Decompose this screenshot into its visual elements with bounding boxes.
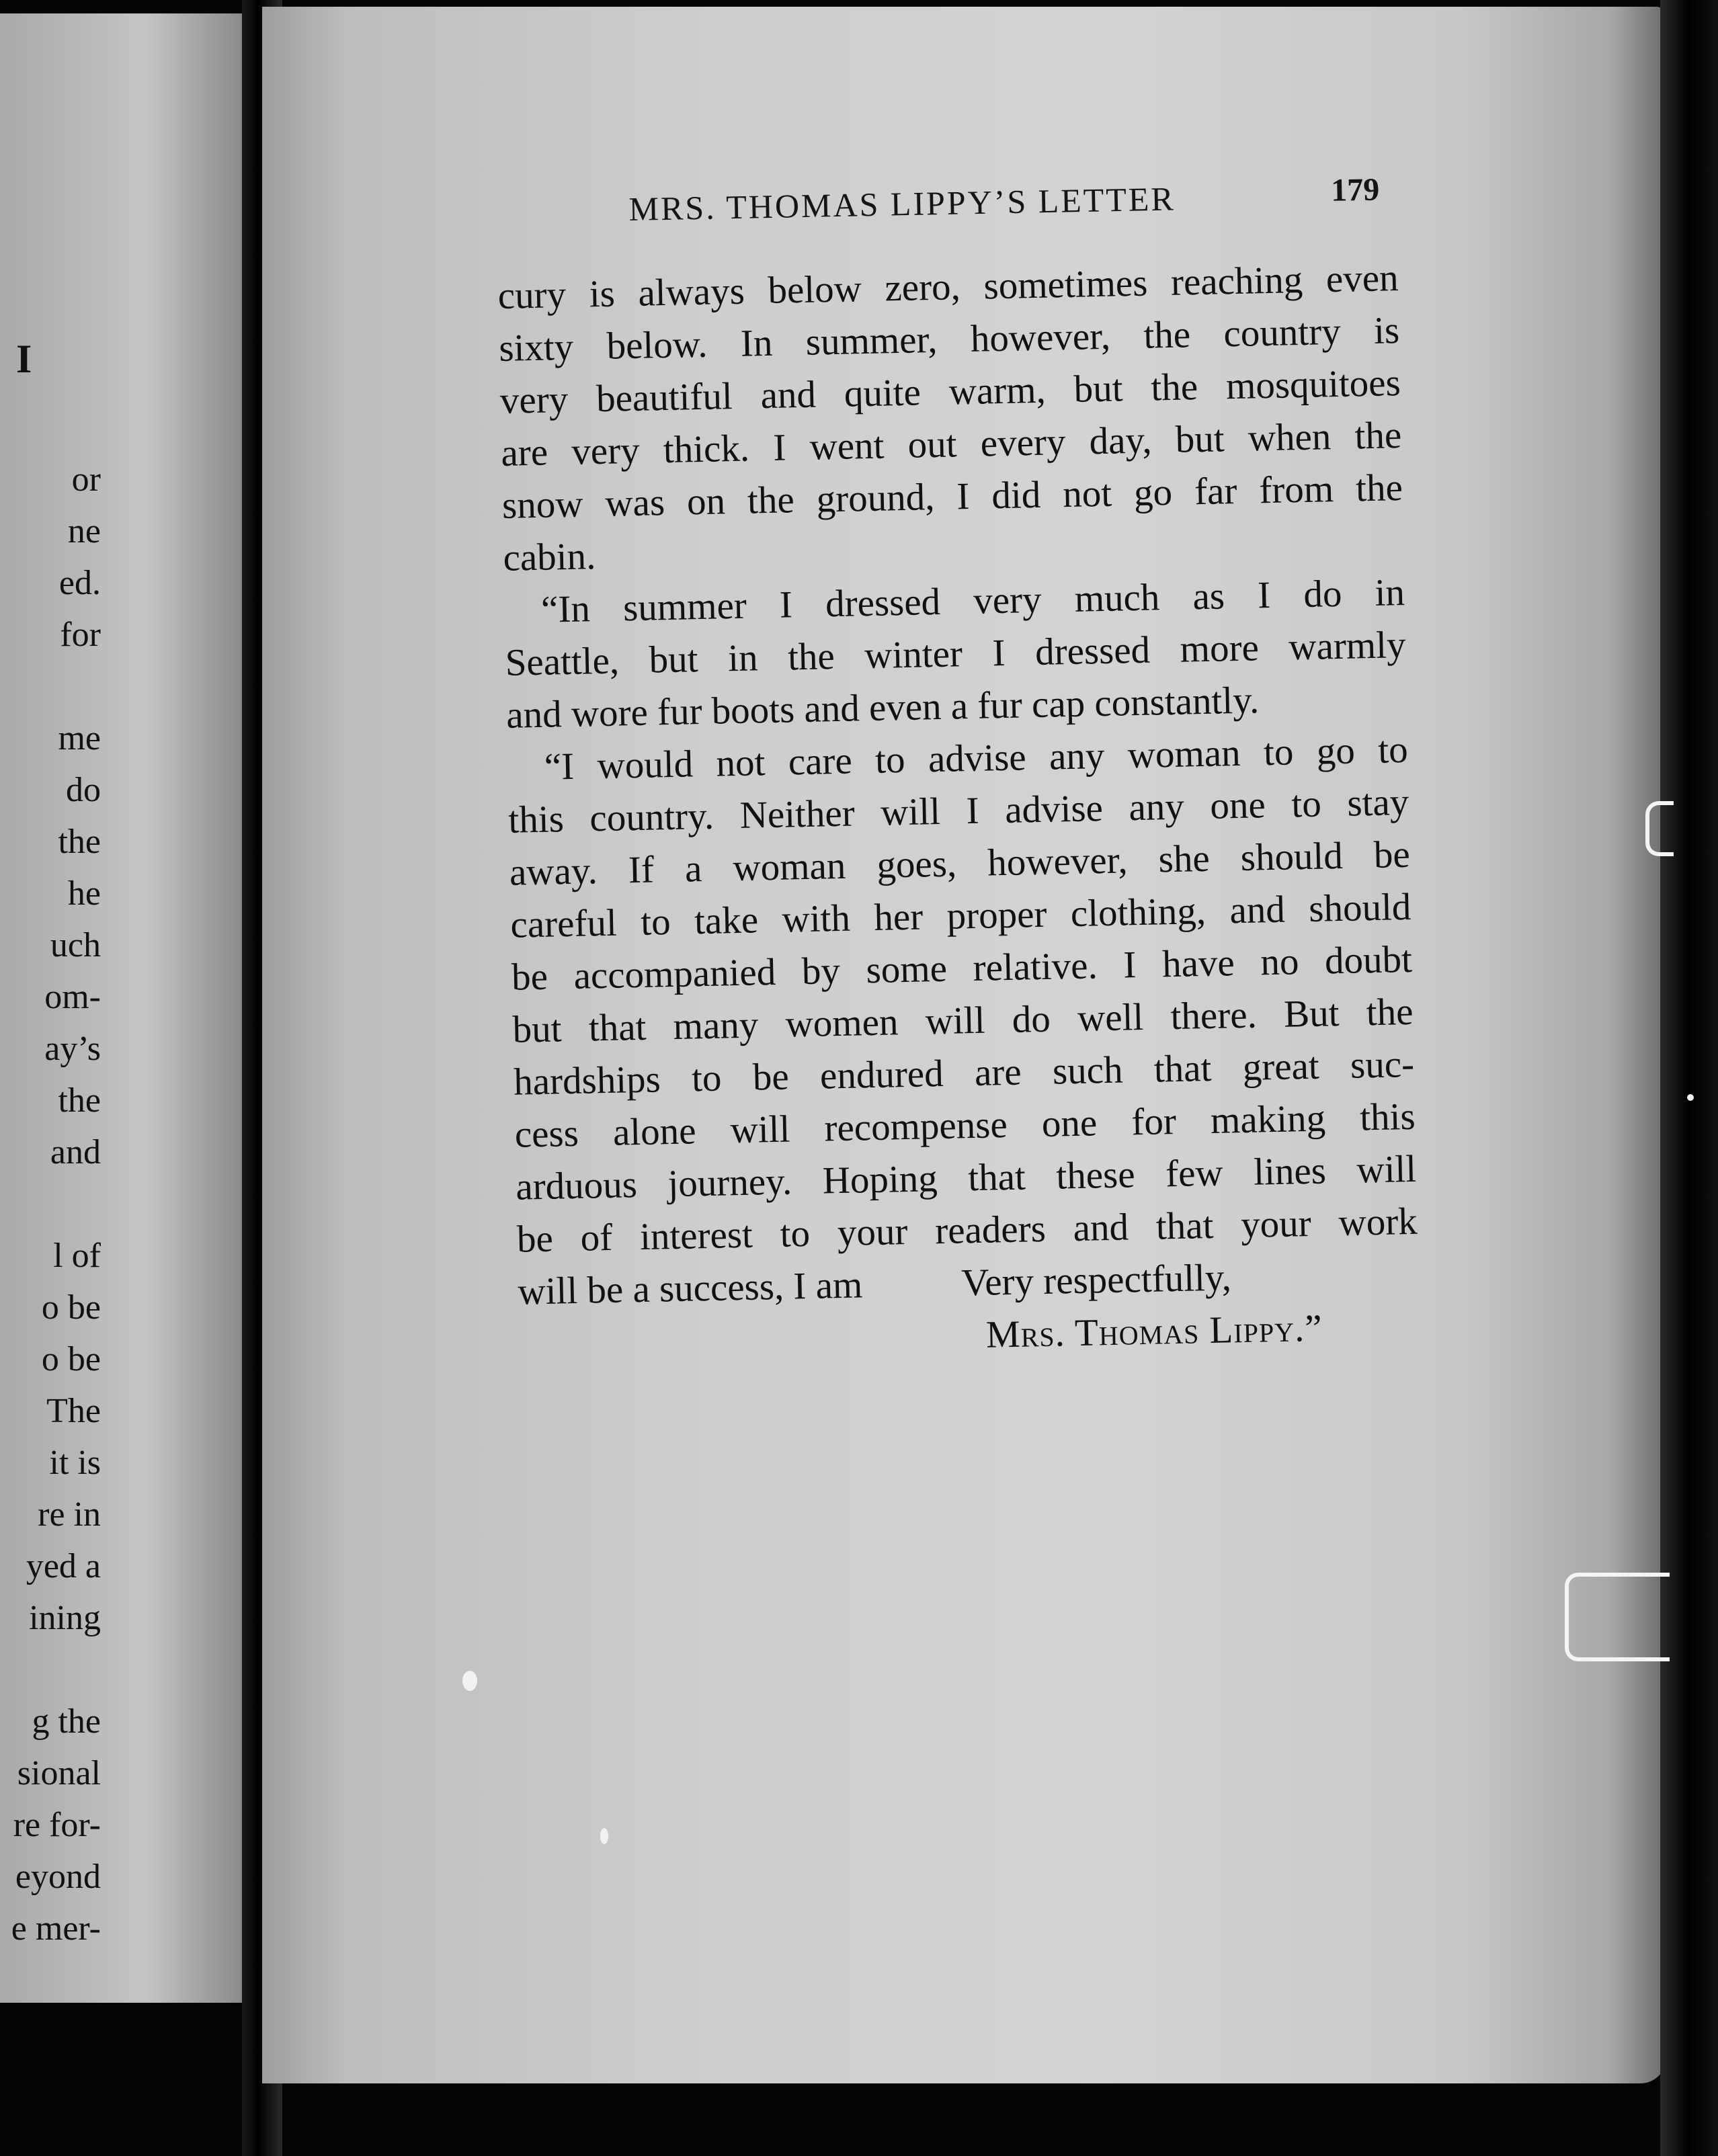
text-line: arduous journey. Hoping that these few lines will	[515, 1147, 1417, 1208]
left-fragment: o be	[41, 1340, 101, 1378]
text-line: “In summer I dressed very much as I do in	[540, 571, 1405, 631]
text-line: cury is always below zero, sometimes reaching even	[497, 257, 1399, 317]
left-fragment: e mer-	[11, 1909, 101, 1948]
paragraph-2	[503, 567, 1407, 742]
left-page	[0, 13, 265, 2003]
text-line: and wore fur boots and even a fur cap constantly.	[505, 679, 1260, 737]
closing-text: will be a success, I am	[517, 1263, 863, 1313]
left-fragment: g the	[32, 1702, 101, 1741]
paragraph-1	[497, 252, 1404, 585]
left-fragment: re in	[38, 1495, 101, 1534]
valediction: Very respectfully,	[960, 1256, 1232, 1304]
text-line: Seattle, but in the winter I dressed more warmly	[505, 623, 1407, 684]
left-fragment: the	[58, 823, 101, 861]
text-line: this country. Neither will I advise any one to stay	[507, 780, 1409, 841]
left-fragment: me	[58, 719, 101, 757]
running-title: MRS. THOMAS LIPPY’S LETTER	[628, 179, 1176, 228]
left-fragment: o be	[41, 1288, 101, 1327]
text-line: very beautiful and quite warm, but the mosquitoes	[499, 362, 1401, 422]
scan-speck	[600, 1828, 608, 1844]
text-line: snow was on the ground, I did not go far from the	[501, 466, 1403, 527]
left-page-heading: I	[16, 337, 32, 381]
paragraph-3	[507, 724, 1420, 1371]
text-line: but that many women will do well there. But the	[512, 990, 1414, 1051]
left-fragment: it is	[49, 1444, 101, 1482]
scan-speck	[462, 1671, 477, 1691]
left-fragment: sional	[17, 1754, 101, 1792]
left-fragment: he	[67, 874, 101, 913]
left-fragment: ay’s	[44, 1030, 101, 1068]
left-fragment: do	[66, 771, 101, 809]
text-line: away. If a woman goes, however, she should be	[509, 833, 1411, 894]
text-line: are very thick. I went out every day, but when the	[500, 414, 1402, 474]
left-fragment: om-	[44, 978, 101, 1016]
text-line: cess alone will recompense one for making this	[514, 1095, 1416, 1156]
text-line: “I would not care to advise any woman to go to	[544, 728, 1409, 788]
left-page-text	[0, 13, 101, 2003]
signature: Mrs. Thomas Lippy.”	[985, 1307, 1323, 1356]
left-fragment: yed a	[26, 1547, 101, 1585]
left-fragment: ne	[67, 512, 101, 550]
letter-body	[497, 252, 1420, 1371]
text-line: be accompanied by some relative. I have no doubt	[511, 938, 1413, 999]
left-fragment: for	[60, 616, 101, 654]
right-page-edge	[1660, 0, 1718, 2156]
scan-mark	[1645, 801, 1674, 856]
scan-speck	[1687, 1094, 1694, 1101]
left-fragment: eyond	[15, 1858, 101, 1896]
text-line: careful to take with her proper clothing, and should	[509, 885, 1412, 946]
page-number: 179	[1330, 171, 1380, 208]
left-fragment: the	[58, 1081, 101, 1120]
text-line: sixty below. In summer, however, the country is	[498, 309, 1400, 370]
left-fragment: ed.	[58, 564, 101, 602]
text-line: cabin.	[502, 535, 596, 579]
scan-mark	[1565, 1573, 1670, 1661]
left-fragment: uch	[50, 926, 101, 964]
left-fragment: l of	[53, 1237, 101, 1275]
left-fragment: or	[71, 460, 101, 499]
text-line: hardships to be endured are such that great suc-	[513, 1042, 1415, 1104]
text-line: be of interest to your readers and that your work	[516, 1200, 1418, 1261]
left-fragment: re for-	[13, 1806, 101, 1844]
left-fragment: and	[50, 1133, 101, 1171]
left-fragment: The	[46, 1392, 101, 1430]
left-fragment: ining	[29, 1599, 101, 1637]
